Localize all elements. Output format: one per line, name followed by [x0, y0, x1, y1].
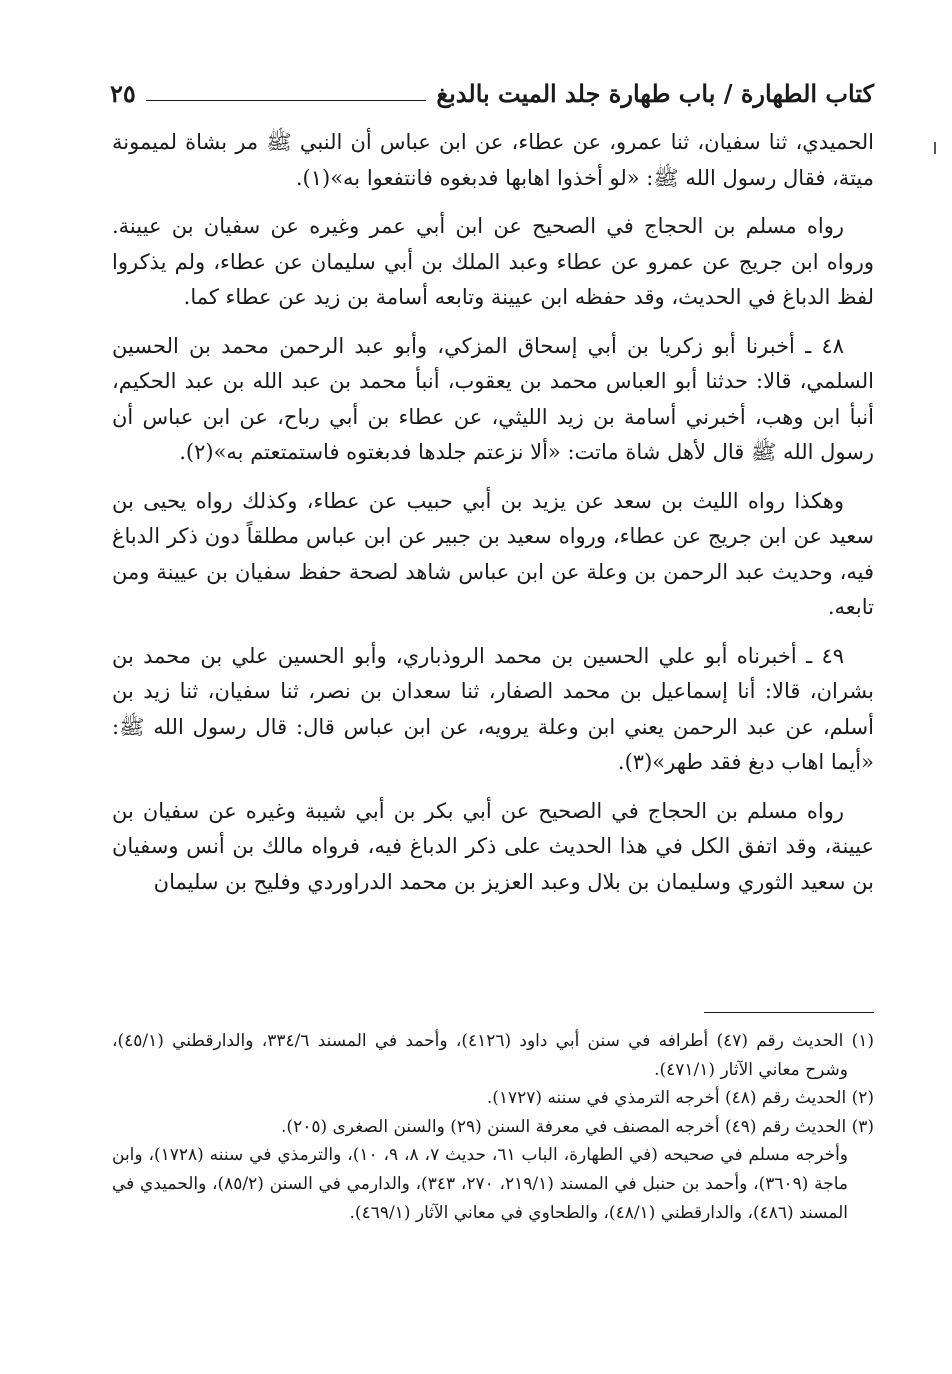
footnote-1: (١) الحديث رقم (٤٧) أطرافه في سنن أبي داود (٤١٢٦)، وأحمد في المسند ٣٣٤/٦، والدارقطني (٤٥/١)، وشرح معاني الآثار (٤٧١/١). — [112, 1031, 874, 1080]
hadith-49: ٤٩ ـ أخبرناه أبو علي الحسين بن محمد الروذباري، وأبو الحسين علي بن محمد بن بشران، قالا: أنا إسماعيل بن محمد الصفار، ثنا سعدان بن نصر، ثنا سفيان، ثنا زيد بن أسلم، عن عبد الرحمن يعني ابن وعلة يرويه، عن ابن عباس قال: قال رسول الله ﷺ: «أيما اهاب دبغ فقد طهر»(٣). — [112, 643, 874, 774]
footnote-3-continued: وأخرجه مسلم في صحيحه (في الطهارة، الباب ٦١، حديث ٧، ٨، ٩، ١٠)، والترمذي في سننه (١٧٢٨)، وابن ماجة (٣٦٠٩)، وأحمد بن حنبل في المسند (٢١٩/١، ٢٧٠، ٣٤٣)، والدارمي في السنن (٨٥/٢)، والحميدي في المسند (٤٨٦)، والدارقطني (٤٨/١)، والطحاوي في معاني الآثار (٤٦٩/١). — [112, 1145, 849, 1223]
page-number: ٢٥ — [110, 79, 136, 108]
footnote-separator — [704, 1012, 874, 1013]
header-rule — [146, 100, 427, 101]
footnotes — [112, 1027, 874, 1227]
footnote-3: (٣) الحديث رقم (٤٩) أخرجه المصنف في معرفة السنن (٢٩) والسنن الصغرى (٢٠٥). — [281, 1116, 874, 1137]
margin-mark — [934, 142, 936, 154]
paragraph: رواه مسلم بن الحجاج في الصحيح عن أبي بكر بن أبي شيبة وغيره عن سفيان بن عيينة، وقد اتفق الكل في هذا الحديث على ذكر الدباغ فيه، فرواه مالك بن أنس وسفيان بن سعيد الثوري وسليمان بن بلال وعبد العزيز بن محمد الدراوردي وفليح بن سليمان — [112, 798, 874, 894]
running-header — [110, 70, 874, 110]
paragraph: رواه مسلم بن الحجاج في الصحيح عن ابن أبي عمر وغيره عن سفيان بن عيينة. ورواه ابن جريج عن عمرو عن عطاء وعبد الملك بن أبي سليمان عن عطاء، ولم يذكروا لفظ الدباغ في الحديث، وقد حفظه ابن عيينة وتابعه أسامة بن زيد عن عطاء كما. — [112, 214, 874, 309]
running-title: كتاب الطهارة / باب طهارة جلد الميت بالدبغ — [436, 79, 874, 108]
paragraph: وهكذا رواه الليث بن سعد عن يزيد بن أبي حبيب عن عطاء، وكذلك رواه يحيى بن سعيد عن ابن جريج عن عطاء، ورواه سعيد بن جبير عن ابن عباس مطلقاً دون ذكر الدباغ فيه، وحديث عبد الرحمن بن وعلة عن ابن عباس شاهد لصحة حفظ سفيان بن عيينة ومن تابعه. — [112, 488, 874, 619]
hadith-48: ٤٨ ـ أخبرنا أبو زكريا بن أبي إسحاق المزكي، وأبو عبد الرحمن محمد بن الحسين السلمي، قالا: حدثنا أبو العباس محمد بن يعقوب، أنبأ محمد بن عبد الله بن عبد الحكيم، أنبأ ابن وهب، أخبرني أسامة بن زيد الليثي، عن عطاء بن أبي رباح، عن ابن عباس أن رسول الله ﷺ قال لأهل شاة ماتت: «ألا نزعتم جلدها فدبغتوه فاستمتعتم به»(٢). — [112, 333, 874, 464]
main-text — [112, 125, 874, 913]
paragraph: الحميدي، ثنا سفيان، ثنا عمرو، عن عطاء، عن ابن عباس أن النبي ﷺ مر بشاة لميمونة ميتة، فقال رسول الله ﷺ: «لو أخذوا اهابها فدبغوه فانتفعوا به»(١). — [112, 130, 874, 190]
footnote-2: (٢) الحديث رقم (٤٨) أخرجه الترمذي في سننه (١٧٢٧). — [486, 1088, 874, 1109]
